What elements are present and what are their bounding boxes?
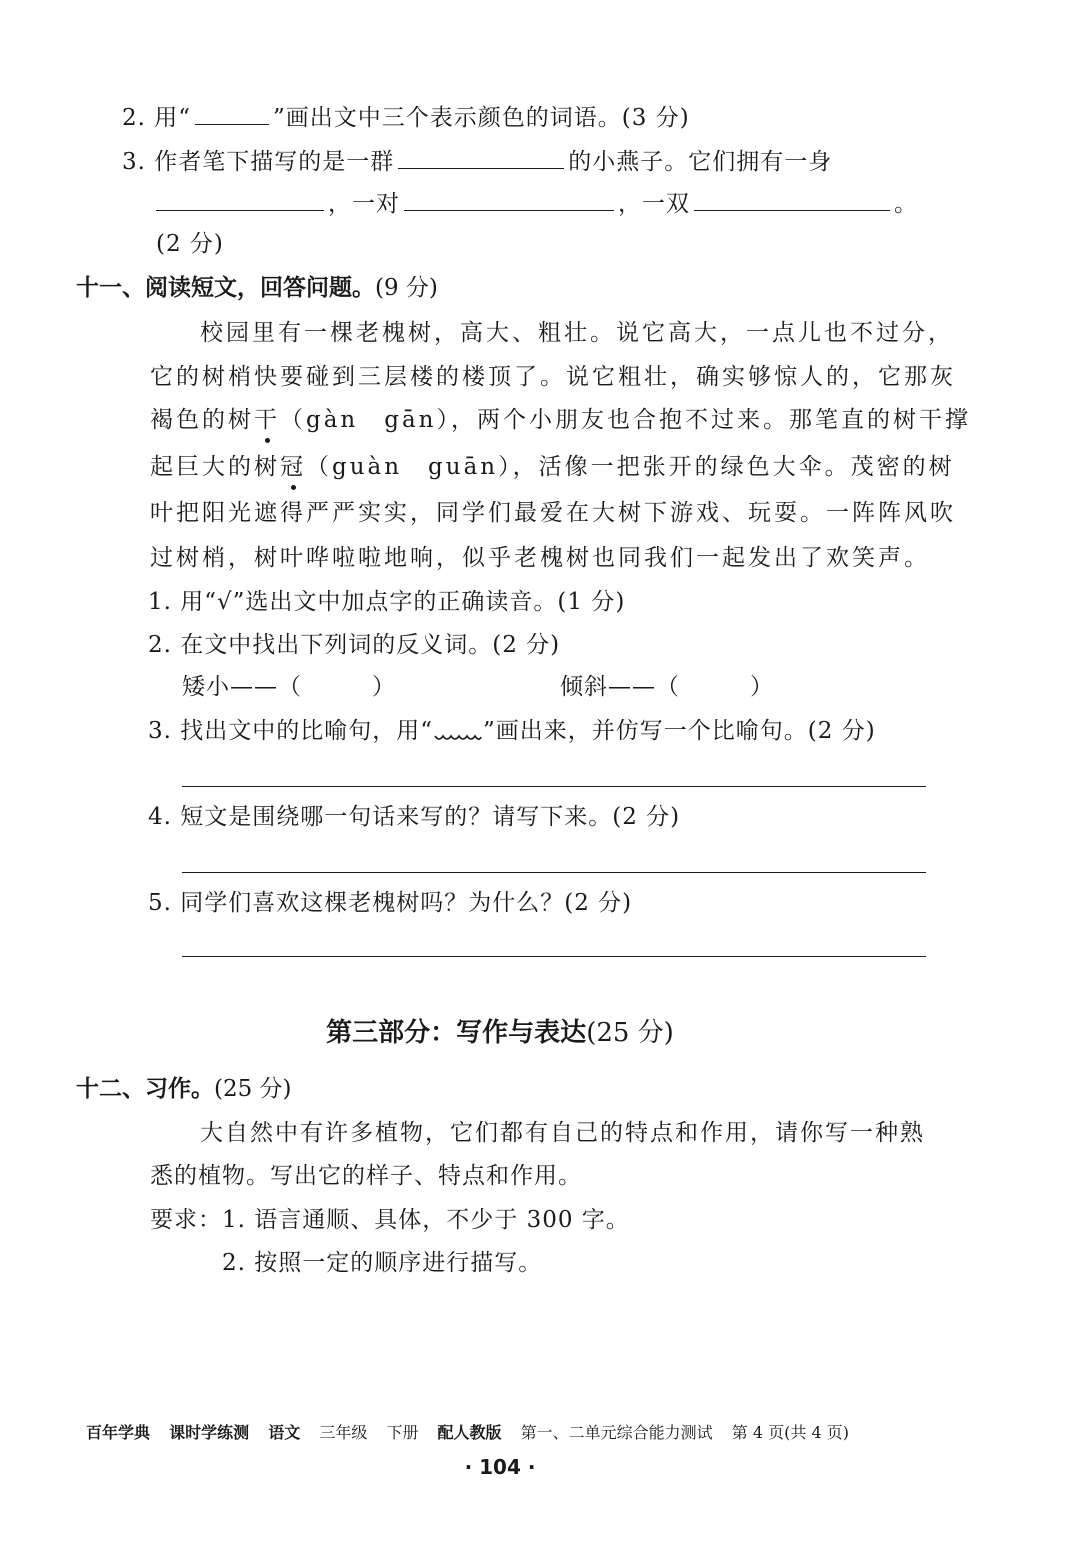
passage-line: 叶把阳光遮得严严实实，同学们最爱在大树下游戏、玩耍。一阵阵风吹 [150, 500, 956, 526]
antonym-2: 倾斜——（ ） [560, 674, 774, 700]
q10-item3-score: (2 分) [156, 231, 224, 257]
blank[interactable] [195, 100, 269, 125]
footer-subject: 语文 [268, 1423, 301, 1442]
passage-line: 褐色的树干（gàn gān），两个小朋友也合抱不过来。那笔直的树干撑 [150, 407, 971, 433]
q12-prompt: 悉的植物。写出它的样子、特点和作用。 [150, 1163, 582, 1189]
footer-grade: 三年级 [319, 1423, 368, 1442]
passage-line: 过树梢，树叶哗啦啦地响，似乎老槐树也同我们一起发出了欢笑声。 [150, 545, 930, 571]
footer-volume: 下册 [386, 1423, 419, 1442]
page-number: · 104 · [464, 1455, 536, 1479]
blank[interactable] [694, 186, 890, 211]
footer-edition: 配人教版 [437, 1423, 502, 1442]
footer-series: 课时学练测 [169, 1423, 250, 1442]
q12-requirement-1: 要求：1. 语言通顺、具体，不少于 300 字。 [150, 1207, 630, 1233]
q10-item3: 3. 作者笔下描写的是一群 的小燕子。它们拥有一身 [122, 144, 832, 177]
footer [86, 1422, 863, 1444]
q12-requirement-2: 2. 按照一定的顺序进行描写。 [222, 1250, 543, 1276]
footer-page-info: 第 4 页(共 4 页) [731, 1423, 849, 1442]
blank[interactable] [398, 144, 564, 169]
dotted-char: 冠 [280, 454, 306, 480]
q11-title: 十一、阅读短文，回答问题。(9 分) [76, 275, 438, 301]
q11-item2: 2. 在文中找出下列词的反义词。(2 分) [148, 632, 561, 658]
answer-line[interactable] [182, 872, 926, 873]
q11-item1: 1. 用“√”选出文中加点字的正确读音。(1 分) [148, 589, 626, 615]
passage-line: 起巨大的树冠（guàn guān），活像一把张开的绿色大伞。茂密的树 [150, 454, 955, 480]
part3-title: 第三部分：写作与表达(25 分) [326, 1018, 674, 1048]
q10-item2: 2. 用“ ”画出文中三个表示颜色的词语。(3 分) [122, 100, 690, 133]
blank[interactable] [404, 186, 614, 211]
answer-line[interactable] [182, 956, 926, 957]
q12-title: 十二、习作。(25 分) [76, 1076, 292, 1102]
answer-line[interactable] [182, 786, 926, 787]
q11-item5: 5. 同学们喜欢这棵老槐树吗？为什么？(2 分) [148, 890, 633, 916]
passage-line: 校园里有一棵老槐树，高大、粗壮。说它高大，一点儿也不过分， [200, 320, 954, 346]
dotted-char: 干 [254, 407, 280, 433]
footer-test: 第一、二单元综合能力测试 [520, 1423, 713, 1442]
footer-brand: 百年学典 [86, 1423, 151, 1442]
antonym-1: 矮小——（ ） [182, 674, 396, 700]
blank[interactable] [156, 186, 324, 211]
q12-prompt: 大自然中有许多植物，它们都有自己的特点和作用，请你写一种熟 [200, 1120, 925, 1146]
q11-item4: 4. 短文是围绕哪一句话来写的？请写下来。(2 分) [148, 804, 681, 830]
q11-item3: 3. 找出文中的比喻句，用“ ”画出来，并仿写一个比喻句。(2 分) [148, 718, 876, 744]
passage-line: 它的树梢快要碰到三层楼的楼顶了。说它粗壮，确实够惊人的，它那灰 [150, 364, 956, 390]
wavy-underline-icon [433, 722, 483, 742]
q10-item3-line2: ，一对 ，一双 。 [156, 186, 918, 219]
